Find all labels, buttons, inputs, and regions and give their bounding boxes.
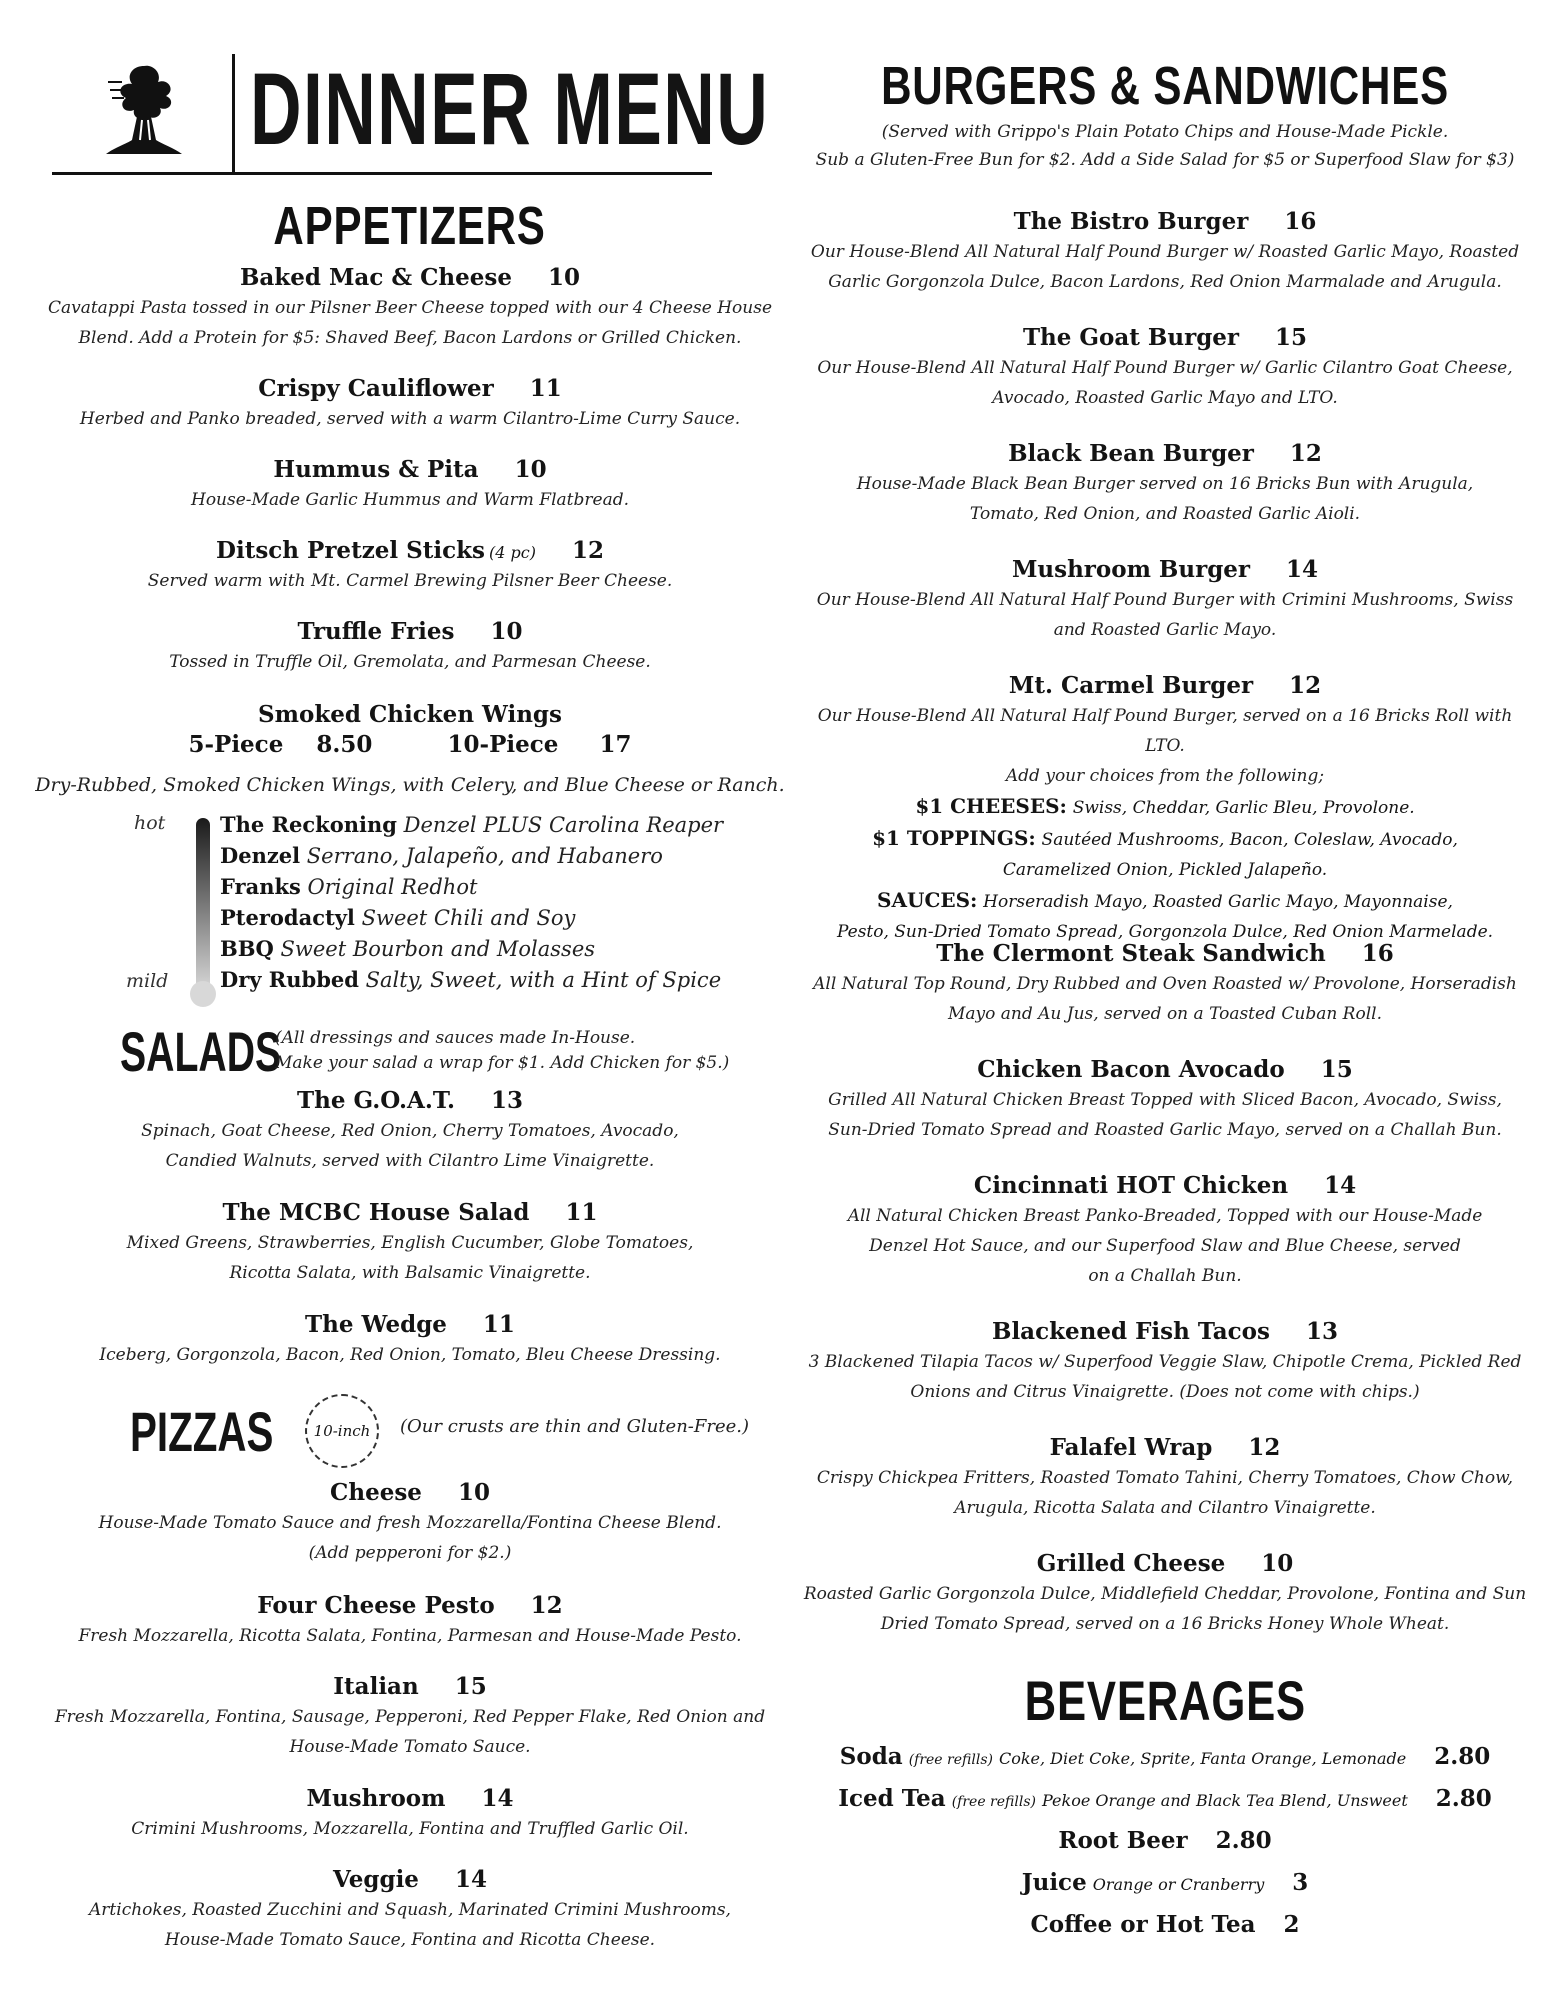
item-name: Baked Mac & Cheese — [239, 264, 512, 291]
sauce-row: Denzel Serrano, Jalapeño, and Habanero — [220, 843, 663, 868]
item-desc: and Roasted Garlic Mayo. — [1053, 620, 1277, 640]
item-name: Italian — [333, 1673, 419, 1700]
item-desc: Crimini Mushrooms, Mozzarella, Fontina and Truffled Garlic Oil. — [131, 1819, 689, 1839]
beverage-row: Juice Orange or Cranberry 3 — [1021, 1869, 1309, 1896]
item-name: Mushroom Burger — [1011, 556, 1251, 583]
item-price: 15 — [1320, 1056, 1353, 1083]
item-desc: (Add pepperoni for $2.) — [308, 1543, 512, 1563]
item-desc: House-Made Tomato Sauce. — [289, 1737, 531, 1757]
item-name: Chicken Bacon Avocado — [977, 1056, 1285, 1083]
item-desc: Arugula, Ricotta Salata and Cilantro Vinaigrette. — [954, 1498, 1376, 1518]
beverage-row: Root Beer 2.80 — [1058, 1827, 1272, 1854]
item-name: Black Bean Burger — [1008, 440, 1254, 467]
item-desc: on a Challah Bun. — [1088, 1266, 1242, 1286]
item-price: 14 — [454, 1866, 487, 1893]
item-name: Four Cheese Pesto — [257, 1592, 495, 1619]
item-desc: Spinach, Goat Cheese, Red Onion, Cherry Tomatoes, Avocado, — [141, 1121, 679, 1141]
burgers-subtitle: (Served with Grippo's Plain Potato Chips and House-Made Pickle. Sub a Gluten-Free Bun for $2. Add a Side Salad for $5 or Superfood Slaw for $3) — [815, 122, 1515, 170]
sauce-row: BBQ Sweet Bourbon and Molasses — [220, 936, 596, 961]
item-name: Grilled Cheese — [1036, 1550, 1226, 1577]
item-name: The Wedge — [305, 1311, 447, 1338]
item-desc: Tomato, Red Onion, and Roasted Garlic Aioli. — [969, 504, 1361, 524]
item-desc: Crispy Chickpea Fritters, Roasted Tomato Tahini, Cherry Tomatoes, Chow Chow, — [816, 1468, 1514, 1488]
size-badge: 10-inch — [305, 1394, 379, 1468]
mild-label: mild — [126, 970, 169, 992]
item-price: 13 — [1305, 1318, 1338, 1345]
menu-item — [800, 1549, 1530, 1639]
item-price: 12 — [571, 537, 604, 564]
menu-item — [30, 1591, 790, 1651]
menu-item — [30, 536, 790, 596]
menu-item — [30, 1086, 790, 1176]
menu-item — [30, 1478, 790, 1568]
item-price: 11 — [565, 1199, 598, 1226]
item-desc: Dry-Rubbed, Smoked Chicken Wings, with Celery, and Blue Cheese or Ranch. — [35, 774, 785, 796]
wings-option-price: 17 — [599, 731, 632, 758]
sauces-options: SAUCES: Horseradish Mayo, Roasted Garlic Mayo, Mayonnaise, — [877, 888, 1453, 912]
menu-item — [30, 263, 790, 353]
item-price: 14 — [1286, 556, 1319, 583]
wings-option-name: 10-Piece — [447, 731, 559, 758]
toppings-options: $1 TOPPINGS: Sautéed Mushrooms, Bacon, Coleslaw, Avocado, — [872, 826, 1458, 850]
item-desc: Our House-Blend All Natural Half Pound Burger, served on a 16 Bricks Roll with LTO. — [817, 706, 1513, 756]
item-name: Mt. Carmel Burger — [1008, 672, 1254, 699]
item-price: 11 — [482, 1311, 515, 1338]
item-name: The Clermont Steak Sandwich — [936, 940, 1326, 967]
menu-item — [30, 617, 790, 677]
menu-item — [30, 1784, 790, 1844]
item-price: 13 — [491, 1087, 524, 1114]
item-desc: Onions and Citrus Vinaigrette. (Does not come with chips.) — [910, 1382, 1420, 1402]
beverage-row: Coffee or Hot Tea 2 — [1030, 1911, 1300, 1938]
item-price: 12 — [1248, 1434, 1281, 1461]
item-desc: Tossed in Truffle Oil, Gremolata, and Parmesan Cheese. — [169, 652, 651, 672]
beverages-heading: BEVERAGES — [1024, 1669, 1306, 1732]
item-desc: Our House-Blend All Natural Half Pound Burger with Crimini Mushrooms, Swiss — [816, 590, 1514, 610]
menu-item — [30, 1865, 790, 1955]
item-name: Veggie — [333, 1866, 419, 1893]
item-desc: 3 Blackened Tilapia Tacos w/ Superfood Veggie Slaw, Chipotle Crema, Pickled Red — [808, 1352, 1522, 1372]
menu-item — [800, 1317, 1530, 1407]
cheeses-options: $1 CHEESES: Swiss, Cheddar, Garlic Bleu, Provolone. — [915, 794, 1415, 818]
item-price: 12 — [1289, 440, 1322, 467]
item-name: The Goat Burger — [1022, 324, 1240, 351]
menu-item — [800, 439, 1530, 529]
salads-note: (All dressings and sauces made In-House. Make your salad a wrap for $1. Add Chicken for $5.) — [275, 1028, 730, 1073]
item-price: 10 — [548, 264, 581, 291]
item-desc: Fresh Mozzarella, Fontina, Sausage, Pepperoni, Red Pepper Flake, Red Onion and — [54, 1707, 766, 1727]
item-name: Cheese — [330, 1479, 422, 1506]
item-name: The G.O.A.T. — [296, 1087, 455, 1114]
item-price: 15 — [454, 1673, 487, 1700]
item-desc: Our House-Blend All Natural Half Pound Burger w/ Garlic Cilantro Goat Cheese, — [817, 358, 1513, 378]
item-desc: Our House-Blend All Natural Half Pound Burger w/ Roasted Garlic Mayo, Roasted — [810, 242, 1520, 262]
sauce-row: Pterodactyl Sweet Chili and Soy — [220, 905, 576, 930]
item-desc: All Natural Chicken Breast Panko-Breaded, Topped with our House-Made — [847, 1206, 1483, 1226]
right-column — [800, 0, 1530, 2000]
wings-option-name: 5-Piece — [188, 731, 284, 758]
item-desc: Herbed and Panko breaded, served with a warm Cilantro-Lime Curry Sauce. — [79, 409, 741, 429]
item-desc: Add your choices from the following; — [1005, 766, 1325, 786]
menu-item — [800, 207, 1530, 297]
menu-item — [800, 939, 1530, 1029]
item-name: Truffle Fries — [297, 618, 455, 645]
menu-item-build-your-own — [800, 671, 1530, 947]
pizzas-note: (Our crusts are thin and Gluten-Free.) — [400, 1416, 750, 1437]
item-price: 12 — [530, 1592, 563, 1619]
menu-item — [30, 1310, 790, 1370]
toppings-options-cont: Caramelized Onion, Pickled Jalapeño. — [1002, 860, 1328, 880]
item-desc: Served warm with Mt. Carmel Brewing Pilsner Beer Cheese. — [147, 571, 673, 591]
item-name: Smoked Chicken Wings — [258, 701, 562, 728]
beverage-row: Iced Tea (free refills) Pekoe Orange and Black Tea Blend, Unsweet 2.80 — [838, 1785, 1492, 1812]
menu-item — [800, 1055, 1530, 1145]
wings-option-price: 8.50 — [316, 731, 373, 758]
item-desc: Avocado, Roasted Garlic Mayo and LTO. — [992, 388, 1338, 408]
item-desc: House-Made Black Bean Burger served on 16 Bricks Bun with Arugula, — [856, 474, 1474, 494]
sauce-row: Franks Original Redhot — [220, 874, 478, 899]
item-price: 10 — [490, 618, 523, 645]
menu-item — [30, 1198, 790, 1288]
item-price: 12 — [1289, 672, 1322, 699]
item-price: 10 — [514, 456, 547, 483]
item-name: Crispy Cauliflower — [258, 375, 494, 402]
item-price: 10 — [1261, 1550, 1294, 1577]
menu-item — [30, 455, 790, 515]
item-price: 10 — [457, 1479, 490, 1506]
item-name: Ditsch Pretzel Sticks — [216, 537, 485, 564]
menu-item — [800, 1433, 1530, 1523]
item-name: Blackened Fish Tacos — [992, 1318, 1270, 1345]
item-desc: House-Made Garlic Hummus and Warm Flatbread. — [191, 490, 629, 510]
item-desc: All Natural Top Round, Dry Rubbed and Oven Roasted w/ Provolone, Horseradish — [813, 974, 1517, 994]
item-desc: Blend. Add a Protein for $5: Shaved Beef, Bacon Lardons or Grilled Chicken. — [78, 328, 742, 348]
item-desc: Artichokes, Roasted Zucchini and Squash, Marinated Crimini Mushrooms, — [89, 1900, 731, 1920]
item-desc: House-Made Tomato Sauce, Fontina and Ricotta Cheese. — [164, 1930, 656, 1950]
item-desc: Iceberg, Gorgonzola, Bacon, Red Onion, Tomato, Bleu Cheese Dressing. — [99, 1345, 721, 1365]
page-title: DINNER MENU — [250, 52, 770, 166]
item-desc: Ricotta Salata, with Balsamic Vinaigrette. — [229, 1263, 591, 1283]
item-name: Cincinnati HOT Chicken — [973, 1172, 1289, 1199]
sauce-row: Dry Rubbed Salty, Sweet, with a Hint of Spice — [220, 967, 722, 992]
item-quantity: (4 pc) — [489, 543, 536, 562]
item-desc: Grilled All Natural Chicken Breast Topped with Sliced Bacon, Avocado, Swiss, — [828, 1090, 1502, 1110]
item-desc: Roasted Garlic Gorgonzola Dulce, Middlefield Cheddar, Provolone, Fontina and Sun — [803, 1584, 1527, 1604]
item-name: Mushroom — [306, 1785, 446, 1812]
appetizers-heading: APPETIZERS — [273, 196, 547, 256]
item-price: 11 — [529, 375, 562, 402]
item-desc: Garlic Gorgonzola Dulce, Bacon Lardons, Red Onion Marmalade and Arugula. — [828, 272, 1502, 292]
left-column: APPETIZERS Baked Mac & Cheese 10 Cavatappi Pasta tossed in our Pilsner Beer Cheese topped with our 4 Cheese House Blend. Add a Protein for $5: Shaved Beef, Bacon Lardons or Grilled Chicken. Crispy Cauliflower 11 Herbed and Panko breaded, served with a warm Cilantro-Lime Curry Sauce. Hummus & Pita 10 House-Made Garlic Hummus and Warm Flatbread. Ditsch Pretzel Sticks (4 pc) 12 Served warm with Mt. Carmel Brewing Pilsner Beer Cheese. Truffle Fries 10 Tossed in Truffle Oil, Gremolata, and Parmesan Cheese. Smoked Chicken Wings 5-Piece 8.50 10-Piece 17 Dry-Rubbed, Smoked Chicken Wings, with Celery, and Blue Cheese or Ranch. hot mild The Reckoning Denzel PLUS Carolina Reaper Denzel Serrano, Jalapeño, and Habanero Franks Original Redhot Pterodactyl Sweet Chili and Soy BBQ Sweet Bourbon and Molasses Dry Rubbed Salty, Sweet, with a Hint of Spice SALADS (All dressings and sauces made In-House. Make your salad a wrap for $1. Add Chicken for $5.) The G.O.A.T. 13 Spinach, Goat Cheese, Red Onion, Cherry Tomatoes, Avocado, Candied Walnuts, served with Cilantro Lime Vinaigrette. The MCBC House Salad 11 Mixed Greens, Strawberries, English Cucumber, Globe Tomatoes, Ricotta Salata, with Balsamic Vinaigrette. The Wedge 11 Iceberg, Gorgonzola, Bacon, Red Onion, Tomato, Bleu Cheese Dressing. PIZZAS 10-inch (Our crusts are thin and Gluten-Free.) Cheese 10 House-Made Tomato Sauce and fresh Mozzarella/Fontina Cheese Blend. (Add pepperoni for $2.) Four Cheese Pesto 12 Fresh Mozzarella, Ricotta Salata, Fontina, Parmesan and House-Made Pesto. Italian 15 Fresh Mozzarella, Fontina, Sausage, Pepperoni, Red Pepper Flake, Red Onion and House-Made Tomato Sauce. Mushroom 14 Crimini Mushrooms, Mozzarella, Fontina and Truffled Garlic Oil. Veggie 14 Artichokes, Roasted Zucchini and Squash, Marinated Crimini Mushrooms, House-Made Tomato Sauce, Fontina and Ricotta Cheese. — [30, 0, 790, 2000]
item-desc: Candied Walnuts, served with Cilantro Lime Vinaigrette. — [165, 1151, 655, 1171]
sauces-options-cont: Pesto, Sun-Dried Tomato Spread, Gorgonzola Dulce, Red Onion Marmelade. — [836, 922, 1494, 942]
item-name: Falafel Wrap — [1049, 1434, 1213, 1461]
menu-item — [30, 374, 790, 434]
item-desc: House-Made Tomato Sauce and fresh Mozzarella/Fontina Cheese Blend. — [98, 1513, 722, 1533]
heat-scale — [30, 810, 790, 1010]
beverage-row: Soda (free refills) Coke, Diet Coke, Sprite, Fanta Orange, Lemonade 2.80 — [839, 1743, 1491, 1770]
sauce-row: The Reckoning Denzel PLUS Carolina Reaper — [220, 812, 724, 837]
item-desc: Denzel Hot Sauce, and our Superfood Slaw and Blue Cheese, served — [869, 1236, 1461, 1256]
menu-item — [800, 323, 1530, 413]
item-desc: Dried Tomato Spread, served on a 16 Bricks Honey Whole Wheat. — [880, 1614, 1450, 1634]
item-desc: Mayo and Au Jus, served on a Toasted Cuban Roll. — [948, 1004, 1382, 1024]
menu-item — [800, 1171, 1530, 1291]
wings-item — [30, 700, 790, 800]
burgers-heading: BURGERS & SANDWICHES — [881, 56, 1449, 116]
item-desc: Fresh Mozzarella, Ricotta Salata, Fontina, Parmesan and House-Made Pesto. — [78, 1626, 742, 1646]
item-price: 16 — [1361, 940, 1394, 967]
item-name: The Bistro Burger — [1013, 208, 1249, 235]
hot-label: hot — [134, 812, 166, 834]
item-desc: Mixed Greens, Strawberries, English Cucumber, Globe Tomatoes, — [126, 1233, 694, 1253]
item-desc: Sun-Dried Tomato Spread and Roasted Garlic Mayo, served on a Challah Bun. — [828, 1120, 1502, 1140]
item-name: Hummus & Pita — [273, 456, 479, 483]
item-price: 14 — [1324, 1172, 1357, 1199]
item-desc: Cavatappi Pasta tossed in our Pilsner Beer Cheese topped with our 4 Cheese House — [47, 298, 773, 318]
item-name: The MCBC House Salad — [222, 1199, 530, 1226]
item-price: 15 — [1275, 324, 1308, 351]
menu-item — [800, 555, 1530, 645]
menu-item — [30, 1672, 790, 1762]
item-price: 16 — [1284, 208, 1317, 235]
item-price: 14 — [481, 1785, 514, 1812]
